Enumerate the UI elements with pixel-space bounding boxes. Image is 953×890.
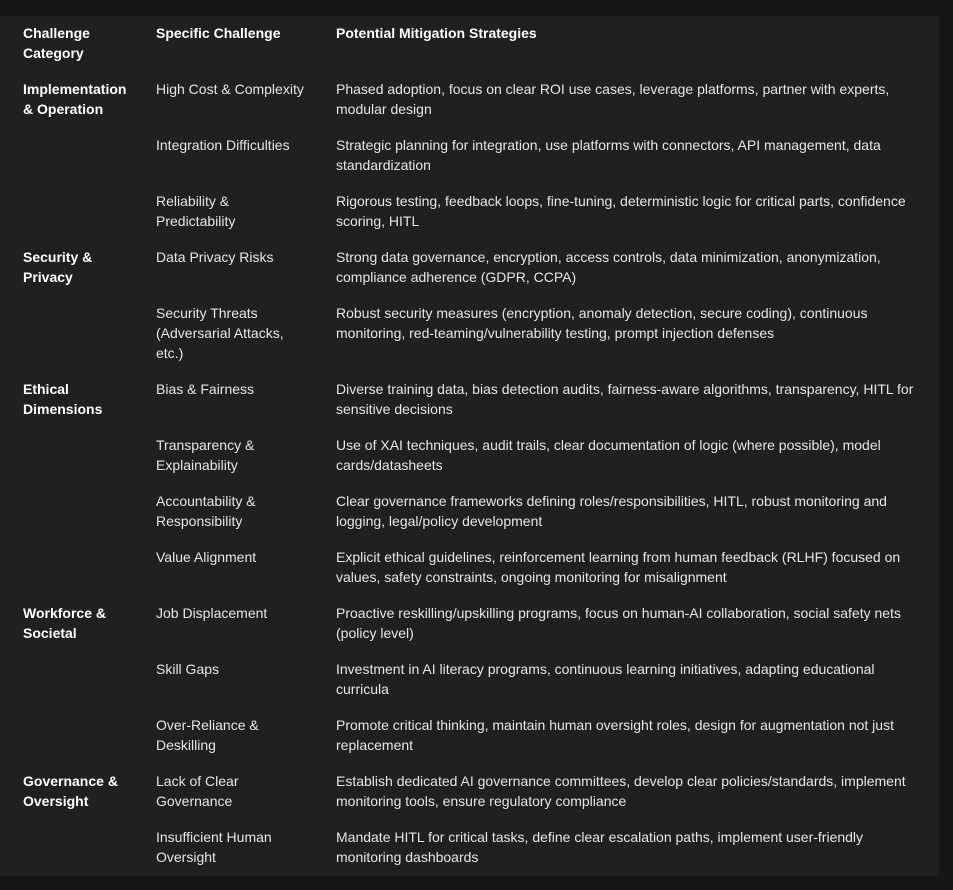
table-row [11,379,934,435]
category-cell [11,827,144,883]
mitigation-cell: Explicit ethical guidelines, reinforcement learning from human feedback (RLHF) focused on values, safety constraints, ongoing monitoring for misalignment [336,549,901,585]
challenge-cell: Accountability & Responsibility [156,493,256,529]
table-row [11,603,934,659]
mitigation-cell: Rigorous testing, feedback loops, fine-tuning, deterministic logic for critical parts, confidence scoring, HITL [336,193,906,229]
category-cell [11,303,144,379]
table-panel [0,16,939,876]
challenge-cell: High Cost & Complexity [156,81,304,97]
mitigation-cell: Mandate HITL for critical tasks, define clear escalation paths, implement user-friendly monitoring dashboards [336,829,864,865]
challenge-cell: Transparency & Explainability [156,437,255,473]
table-row [11,191,934,247]
table-row [11,771,934,827]
mitigation-cell: Robust security measures (encryption, anomaly detection, secure coding), continuous monitoring, red-teaming/vulnerability testing, prompt injection defenses [336,305,868,341]
challenge-cell: Integration Difficulties [156,137,290,153]
challenge-cell: Value Alignment [156,549,257,565]
category-cell: Workforce & Societal [23,605,106,641]
header-row [11,23,934,79]
table-row [11,303,934,379]
mitigation-cell: Investment in AI literacy programs, continuous learning initiatives, adapting educational curricula [336,661,875,697]
table-row [11,547,934,603]
category-cell [11,191,144,247]
category-cell: Ethical Dimensions [23,381,103,417]
header-challenge-category: Challenge Category [23,25,90,61]
category-cell [11,547,144,603]
mitigation-cell: Phased adoption, focus on clear ROI use cases, leverage platforms, partner with experts, modular design [336,81,890,117]
challenge-cell: Skill Gaps [156,661,220,677]
mitigation-cell: Use of XAI techniques, audit trails, clear documentation of logic (where possible), model cards/datasheets [336,437,881,473]
table-row [11,827,934,883]
mitigation-cell: Proactive reskilling/upskilling programs, focus on human-AI collaboration, social safety nets (policy level) [336,605,901,641]
table-row [11,135,934,191]
category-cell [11,715,144,771]
challenge-cell: Lack of Clear Governance [156,773,239,809]
mitigation-cell: Promote critical thinking, maintain human oversight roles, design for augmentation not just replacement [336,717,894,753]
challenge-cell: Job Displacement [156,605,268,621]
category-cell: Security & Privacy [23,249,93,285]
challenge-cell: Bias & Fairness [156,381,255,397]
category-cell [11,491,144,547]
challenge-cell: Reliability & Predictability [156,193,236,229]
category-cell [11,135,144,191]
table-row [11,79,934,135]
category-cell [11,435,144,491]
table-row [11,715,934,771]
challenge-cell: Security Threats (Adversarial Attacks, etc.) [156,305,284,361]
challenge-cell: Data Privacy Risks [156,249,274,265]
mitigation-cell: Establish dedicated AI governance committees, develop clear policies/standards, implement monitoring tools, ensure regulatory compliance [336,773,906,809]
challenge-cell: Insufficient Human Oversight [156,829,272,865]
table-row [11,491,934,547]
table-row [11,435,934,491]
header-mitigation-strategies: Potential Mitigation Strategies [336,25,537,41]
category-cell: Governance & Oversight [23,773,118,809]
mitigation-cell: Clear governance frameworks defining roles/responsibilities, HITL, robust monitoring and logging, legal/policy development [336,493,887,529]
challenges-table [11,23,934,883]
table-row [11,247,934,303]
category-cell [11,659,144,715]
mitigation-cell: Diverse training data, bias detection audits, fairness-aware algorithms, transparency, HITL for sensitive decisions [336,381,914,417]
mitigation-cell: Strong data governance, encryption, access controls, data minimization, anonymization, compliance adherence (GDPR, CCPA) [336,249,881,285]
challenge-cell: Over-Reliance & Deskilling [156,717,259,753]
category-cell: Implementation & Operation [23,81,127,117]
mitigation-cell: Strategic planning for integration, use platforms with connectors, API management, data standardization [336,137,881,173]
header-specific-challenge: Specific Challenge [156,25,281,41]
table-row [11,659,934,715]
